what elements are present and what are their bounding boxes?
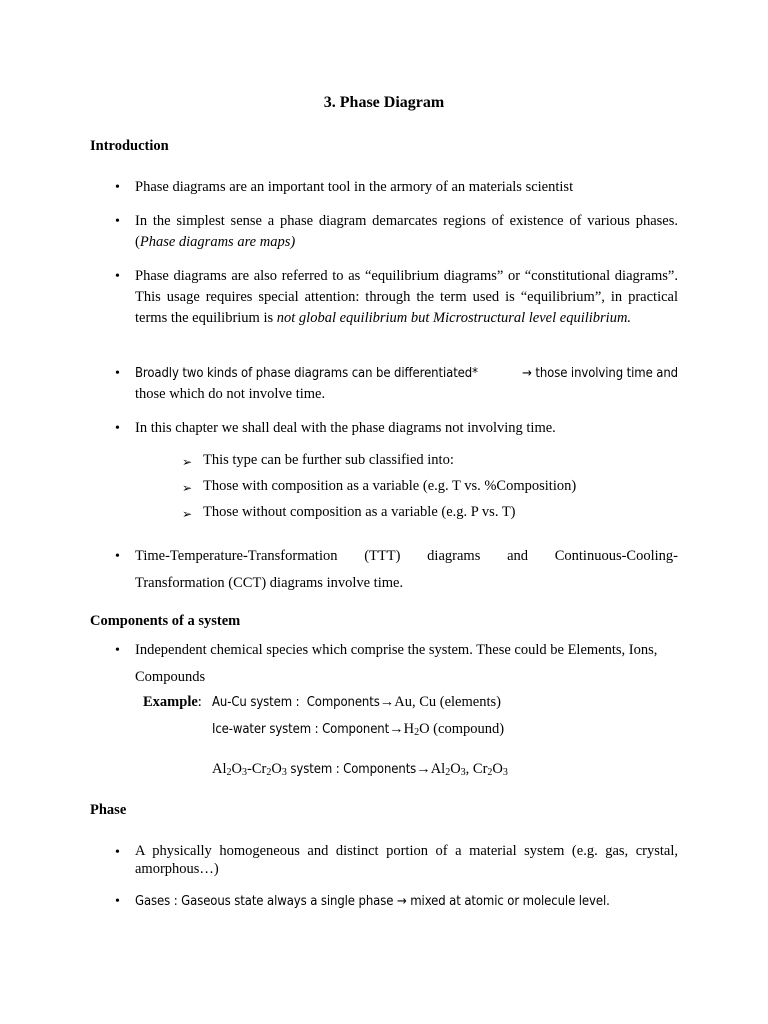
intro-bullet-2: In the simplest sense a phase diagram demarcates regions of existence of various phases. (Phase diagrams are maps) (135, 213, 678, 250)
bullet-marker: • (115, 549, 120, 564)
components-heading: Components of a system (90, 613, 241, 629)
phase-bullet-2: Gases : Gaseous state always a single phase → mixed at atomic or molecule level. (135, 894, 610, 909)
intro-bullet-2-italic: Phase diagrams are maps) (139, 234, 296, 250)
bullet-marker: • (115, 894, 120, 909)
arrow-bullet-icon: ➢ (182, 455, 193, 469)
ttt-bullet (135, 546, 678, 594)
example-line-1: Au-Cu system : Components→Au, Cu (elements) (212, 694, 501, 710)
phase-bullet-1: A physically homogeneous and distinct portion of a material system (e.g. gas, crystal, amorphous…) (135, 843, 678, 877)
sub-bullet-2: Those with composition as a variable (e.g. T vs. %Composition) (203, 478, 577, 494)
bullet-marker: • (115, 845, 120, 860)
components-bullet (135, 640, 678, 688)
ttt-line-1: Time-Temperature-Transformation (TTT) diagrams and Continuous-Cooling- (135, 548, 678, 564)
bullet-marker: • (115, 180, 120, 195)
components-line-2: Compounds (135, 669, 206, 685)
bullet-marker: • (115, 214, 120, 229)
bullet-marker: • (115, 421, 120, 436)
example-line-3: Al2O3-Cr2O3 system : Components→Al2O3, Cr2O3 (212, 761, 508, 778)
phase-heading: Phase (90, 802, 127, 818)
example-line-2: Ice-water system : Component→H2O (compound) (212, 721, 505, 738)
intro-bullet-4-line1: Broadly two kinds of phase diagrams can be differentiated* → those involving time and (135, 366, 678, 381)
intro-bullet-5: In this chapter we shall deal with the phase diagrams not involving time. (135, 420, 556, 436)
components-line-1: Independent chemical species which comprise the system. These could be Elements, Ions, (135, 642, 658, 658)
sub-bullet-3: Those without composition as a variable (e.g. P vs. T) (203, 504, 516, 520)
page-title: 3. Phase Diagram (323, 94, 445, 111)
intro-bullet-3-italic: not global equilibrium but Microstructural level equilibrium. (276, 310, 632, 326)
bullet-marker: • (115, 643, 120, 658)
introduction-heading: Introduction (90, 138, 169, 154)
intro-bullet-4-line2: those which do not involve time. (135, 386, 326, 402)
intro-bullet-4 (135, 363, 678, 405)
arrow-bullet-icon: ➢ (182, 481, 193, 495)
intro-bullet-1: Phase diagrams are an important tool in the armory of an materials scientist (135, 179, 574, 195)
bullet-marker: • (115, 366, 120, 381)
arrow-bullet-icon: ➢ (182, 507, 193, 521)
example-label: Example: (143, 694, 202, 710)
bullet-marker: • (115, 269, 120, 284)
intro-bullet-3: Phase diagrams are also referred to as “equilibrium diagrams” or “constitutional diagrams”. This usage requires special attention: through the term used is “equilibrium”, in practical terms the equilibrium is not global equilibrium but Microstructural level equilibrium. (135, 268, 678, 326)
sub-bullet-1: This type can be further sub classified into: (203, 452, 454, 468)
ttt-line-2: Transformation (CCT) diagrams involve time. (135, 575, 404, 591)
